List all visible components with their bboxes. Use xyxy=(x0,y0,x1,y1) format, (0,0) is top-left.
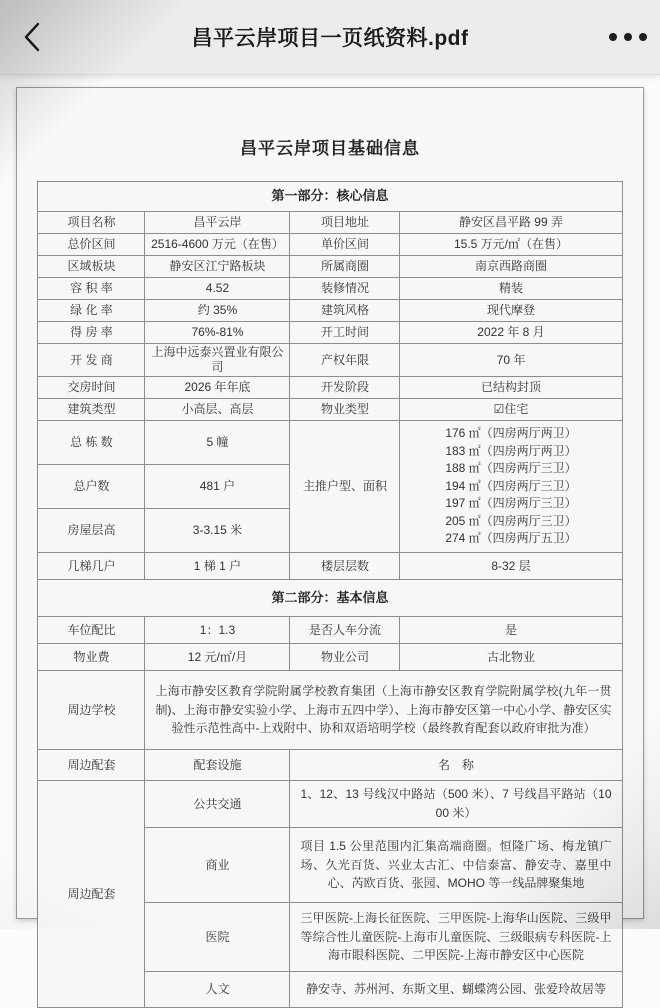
facility-type: 医院 xyxy=(145,903,290,972)
table-row xyxy=(38,300,622,322)
field-value: 2026 年年底 xyxy=(145,377,290,399)
field-value: 15.5 万元/㎡（在售） xyxy=(400,234,622,256)
ellipsis-icon xyxy=(609,33,647,41)
field-value: 1 梯 1 户 xyxy=(145,553,290,580)
field-value: 昌平云岸 xyxy=(145,212,290,234)
field-label: 建筑风格 xyxy=(290,300,400,322)
field-value: ☑住宅 xyxy=(400,399,622,421)
facility-type: 商业 xyxy=(145,828,290,903)
facility-type: 人文 xyxy=(145,972,290,1008)
field-label: 是否人车分流 xyxy=(290,617,400,644)
table-row xyxy=(38,644,622,671)
unit-item: 205 ㎡（四房两厅三卫） xyxy=(445,513,577,528)
pdf-page xyxy=(16,87,644,997)
table-row xyxy=(38,377,622,399)
field-value: 静安区昌平路 99 弄 xyxy=(400,212,622,234)
field-label: 开工时间 xyxy=(290,322,400,344)
field-value: 南京西路商圈 xyxy=(400,256,622,278)
field-value: 小高层、高层 xyxy=(145,399,290,421)
field-label: 项目名称 xyxy=(38,212,145,234)
field-value: 精装 xyxy=(400,278,622,300)
unit-item: 188 ㎡（四房两厅三卫） xyxy=(445,461,577,476)
field-label: 总价区间 xyxy=(38,234,145,256)
pdf-file-title: 昌平云岸项目一页纸资料.pdf xyxy=(191,27,469,50)
field-label: 区域板块 xyxy=(38,256,145,278)
facility-desc: 项目 1.5 公里范围内汇集高端商圈。恒隆广场、梅龙镇广场、久光百货、兴业太古汇、中信泰富、静安寺、嘉里中心、芮欧百货、张园、MOHO 等一线品牌聚集地 xyxy=(290,828,622,903)
table-row xyxy=(38,421,622,465)
section2-header-row xyxy=(38,580,622,617)
document-title: 昌平云岸项目基础信息 xyxy=(240,139,420,158)
field-label: 周边配套 xyxy=(38,750,145,781)
field-label: 容 积 率 xyxy=(38,278,145,300)
table-row xyxy=(38,617,622,644)
field-value: 古北物业 xyxy=(400,644,622,671)
field-value: 静安区江宁路板块 xyxy=(145,256,290,278)
unit-item: 274 ㎡（四房两厅五卫） xyxy=(445,531,577,546)
field-label: 房屋层高 xyxy=(38,509,145,553)
field-value: 约 35% xyxy=(145,300,290,322)
facilities-group-label: 周边配套 xyxy=(38,781,145,1008)
column-header: 配套设施 xyxy=(145,750,290,781)
field-value: 1：1.3 xyxy=(145,617,290,644)
facilities-header-row xyxy=(38,750,622,781)
unit-item: 194 ㎡（四房两厅三卫） xyxy=(445,478,577,493)
table-row xyxy=(38,212,622,234)
field-label: 几梯几户 xyxy=(38,553,145,580)
units-label: 主推户型、面积 xyxy=(290,421,400,553)
field-label: 物业公司 xyxy=(290,644,400,671)
section1-header-row xyxy=(38,182,622,212)
unit-item: 197 ㎡（四房两厅三卫） xyxy=(445,496,577,511)
facility-desc: 三甲医院-上海长征医院、三甲医院-上海华山医院、三级甲等综合性儿童医院-上海市儿童医院、三级眼病专科医院-上海市眼科医院、二甲医院-上海市静安区中心医院 xyxy=(290,903,622,972)
field-value: 12 元/㎡/月 xyxy=(145,644,290,671)
field-value: 76%-81% xyxy=(145,322,290,344)
field-label: 交房时间 xyxy=(38,377,145,399)
field-label: 车位配比 xyxy=(38,617,145,644)
project-info-table xyxy=(37,181,622,1008)
field-label: 得 房 率 xyxy=(38,322,145,344)
field-label: 产权年限 xyxy=(290,344,400,377)
field-label: 开发阶段 xyxy=(290,377,400,399)
field-label: 装修情况 xyxy=(290,278,400,300)
field-label: 所属商圈 xyxy=(290,256,400,278)
table-row xyxy=(38,399,622,421)
table-row xyxy=(38,322,622,344)
field-value: 3-3.15 米 xyxy=(145,509,290,553)
chevron-left-icon xyxy=(22,22,42,52)
field-label: 物业类型 xyxy=(290,399,400,421)
units-list xyxy=(400,421,622,553)
field-value: 现代摩登 xyxy=(400,300,622,322)
field-label: 单价区间 xyxy=(290,234,400,256)
more-menu-button[interactable] xyxy=(598,0,658,74)
field-label: 项目地址 xyxy=(290,212,400,234)
field-value: 2022 年 8 月 xyxy=(400,322,622,344)
facility-type: 公共交通 xyxy=(145,781,290,828)
table-row xyxy=(38,234,622,256)
field-value: 是 xyxy=(400,617,622,644)
field-value: 已结构封顶 xyxy=(400,377,622,399)
table-row xyxy=(38,256,622,278)
section1-heading: 第一部分：核心信息 xyxy=(38,182,622,212)
field-value: 8-32 层 xyxy=(400,553,622,580)
unit-item: 183 ㎡（四房两厅两卫） xyxy=(445,443,577,458)
schools-text: 上海市静安区教育学院附属学校教育集团（上海市静安区教育学院附属学校(九年一贯制)、上海市静安实验小学、上海市五四中学）、上海市静安区第一中心小学、静安区实验性示范性高中-上戏附中、协和双语培明学校（最终教育配套以政府审批为准） xyxy=(145,671,622,750)
field-value: 481 户 xyxy=(145,465,290,509)
field-label: 总户数 xyxy=(38,465,145,509)
table-row xyxy=(38,344,622,377)
field-value: 2516-4600 万元（在售） xyxy=(145,234,290,256)
field-label: 建筑类型 xyxy=(38,399,145,421)
field-value: 5 幢 xyxy=(145,421,290,465)
field-label: 周边学校 xyxy=(38,671,145,750)
unit-item: 176 ㎡（四房两厅两卫） xyxy=(445,426,577,441)
back-button[interactable] xyxy=(2,0,62,74)
field-label: 总 栋 数 xyxy=(38,421,145,465)
table-row xyxy=(38,553,622,580)
column-header: 名 称 xyxy=(290,750,622,781)
facility-row xyxy=(38,781,622,828)
facility-desc: 静安寺、苏州河、东斯文里、蝴蝶湾公园、张爱玲故居等 xyxy=(290,972,622,1008)
field-value: 4.52 xyxy=(145,278,290,300)
field-label: 绿 化 率 xyxy=(38,300,145,322)
pdf-viewer-topbar xyxy=(0,0,660,74)
table-row xyxy=(38,278,622,300)
field-value: 上海中远泰兴置业有限公司 xyxy=(145,344,290,377)
section2-heading: 第二部分：基本信息 xyxy=(38,580,622,617)
field-label: 楼层层数 xyxy=(290,553,400,580)
schools-row xyxy=(38,671,622,750)
field-label: 物业费 xyxy=(38,644,145,671)
field-label: 开 发 商 xyxy=(38,344,145,377)
field-value: 70 年 xyxy=(400,344,622,377)
facility-desc: 1、12、13 号线汉中路站（500 米）、7 号线昌平路站（1000 米） xyxy=(290,781,622,828)
